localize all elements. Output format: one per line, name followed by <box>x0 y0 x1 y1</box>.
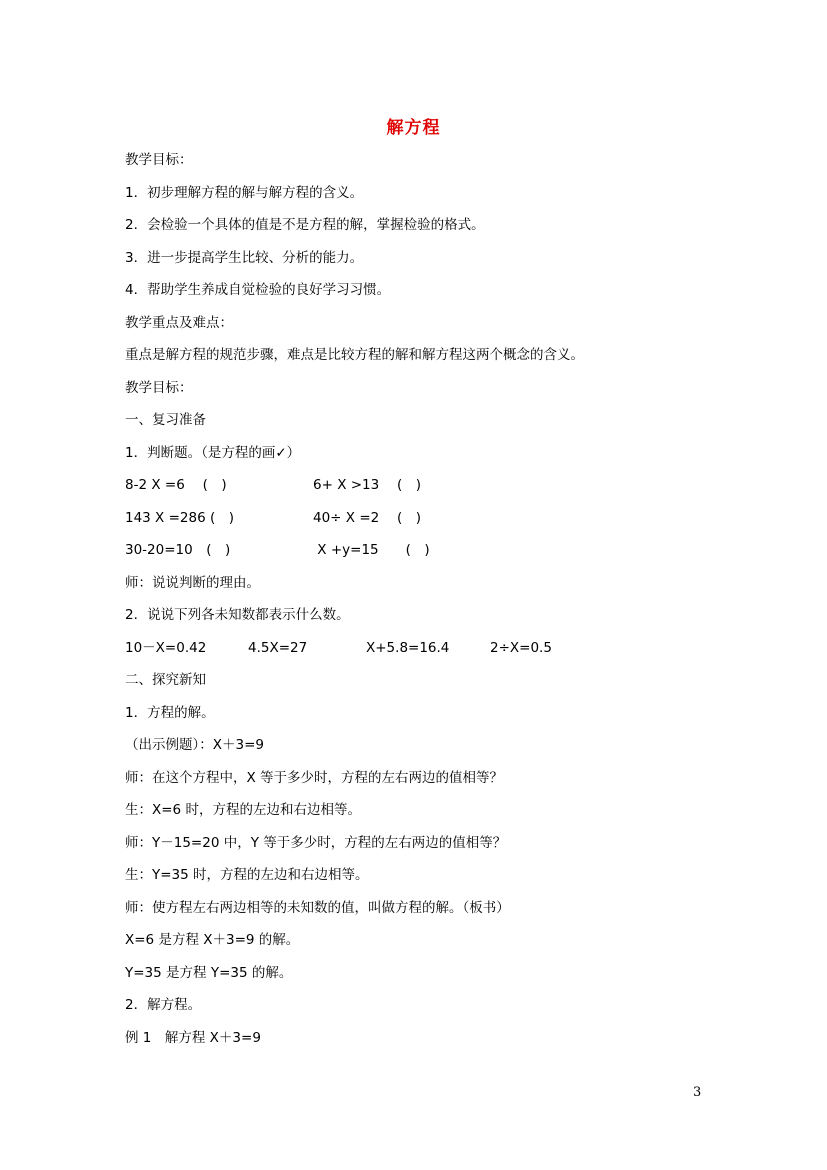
example-heading: 例 1 解方程 X＋3=9 <box>125 1030 261 1046</box>
section-heading: 教学重点及难点： <box>125 315 233 331</box>
goal-item: 4．帮助学生养成自觉检验的良好学习习惯。 <box>125 282 391 298</box>
paragraph: 师：Y－15=20 中，Y 等于多少时，方程的左右两边的值相等？ <box>125 835 507 851</box>
judge-item: X +y=15 ( ) <box>313 542 430 558</box>
judge-item: 6+ X >13 ( ) <box>313 477 422 493</box>
section-heading: 二、探究新知 <box>125 672 206 688</box>
equation: 2÷X=0.5 <box>490 640 552 656</box>
section-heading: 教学目标： <box>125 380 193 396</box>
paragraph: （出示例题）：X＋3=9 <box>125 737 264 753</box>
goal-item: 2．会检验一个具体的值是不是方程的解，掌握检验的格式。 <box>125 217 485 233</box>
paragraph: 重点是解方程的规范步骤，难点是比较方程的解和解方程这两个概念的含义。 <box>125 347 584 363</box>
document-title: 解方程 <box>386 118 441 138</box>
equation: 4.5X=27 <box>248 640 308 656</box>
paragraph: 师：说说判断的理由。 <box>125 575 260 591</box>
equation: X+5.8=16.4 <box>366 640 450 656</box>
subsection-heading: 2．解方程。 <box>125 997 202 1013</box>
subsection-heading: 1．方程的解。 <box>125 705 215 721</box>
judge-item: 30-20=10 ( ) <box>125 542 231 558</box>
paragraph: Y=35 是方程 Y=35 的解。 <box>125 965 293 981</box>
section-heading: 一、复习准备 <box>125 412 206 428</box>
equation: 10－X=0.42 <box>125 640 207 656</box>
paragraph: 生：X=6 时，方程的左边和右边相等。 <box>125 802 361 818</box>
exercise-prompt: 2．说说下列各未知数都表示什么数。 <box>125 607 350 623</box>
goal-item: 1．初步理解方程的解与解方程的含义。 <box>125 185 364 201</box>
judge-item: 40÷ X =2 ( ) <box>313 510 422 526</box>
page-number: 3 <box>693 1085 702 1100</box>
goal-item: 3．进一步提高学生比较、分析的能力。 <box>125 250 364 266</box>
paragraph: 生：Y=35 时，方程的左边和右边相等。 <box>125 867 369 883</box>
paragraph: 师：使方程左右两边相等的未知数的值，叫做方程的解。（板书） <box>125 900 510 916</box>
judge-item: 8-2 X =6 ( ) <box>125 477 227 493</box>
section-heading: 教学目标： <box>125 152 193 168</box>
paragraph: 师：在这个方程中，X 等于多少时，方程的左右两边的值相等？ <box>125 770 504 786</box>
paragraph: X=6 是方程 X＋3=9 的解。 <box>125 932 300 948</box>
judge-item: 143 X =286 ( ) <box>125 510 235 526</box>
exercise-prompt: 1．判断题。（是方程的画✓） <box>125 445 301 461</box>
